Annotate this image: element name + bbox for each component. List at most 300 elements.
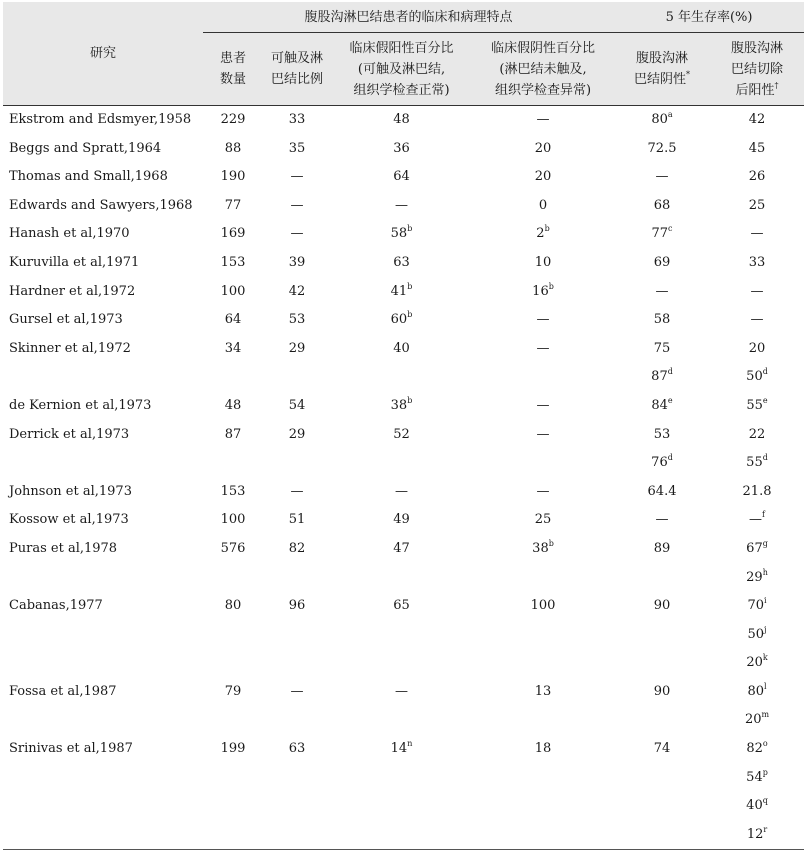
cell-false-positive-value <box>331 392 472 421</box>
cell-value: 38 <box>532 540 549 556</box>
header-line: 组织学检查异常) <box>494 82 592 98</box>
cell-value: 89 <box>653 540 671 556</box>
footnote-mark: m <box>761 710 770 720</box>
cell-value: 45 <box>748 140 766 156</box>
cell-value: 18 <box>534 741 552 757</box>
cell-patient-count: 48 <box>224 397 242 413</box>
cell-false-negative <box>472 506 614 535</box>
cell-false-positive-value <box>331 106 472 135</box>
cell-value: 64 <box>393 169 410 185</box>
cell-patient-count: 79 <box>224 683 242 699</box>
cell-value: — <box>655 512 669 528</box>
cell-false-positive <box>331 306 472 335</box>
cell-false-negative <box>472 135 614 164</box>
cell-false-negative <box>472 535 614 592</box>
cell-value: 25 <box>748 197 766 213</box>
cell-node-negative <box>614 506 710 535</box>
cell-value: 52 <box>393 426 410 442</box>
cell-node-negative-value <box>614 306 710 335</box>
cell-false-negative <box>472 421 614 478</box>
cell-false-negative-value <box>472 192 614 221</box>
cell-study: Beggs and Spratt,1964 <box>9 140 162 156</box>
cell-study: Kuruvilla et al,1971 <box>9 254 140 270</box>
cell-patient-count: 87 <box>224 426 242 442</box>
footnote-mark: a <box>667 110 673 119</box>
cell-study: Gursel et al,1973 <box>9 312 123 328</box>
cell-value: 76 <box>651 455 668 471</box>
cell-node-positive-value <box>710 306 804 335</box>
cell-study: Skinner et al,1972 <box>9 340 131 356</box>
cell-node-negative <box>614 592 710 678</box>
cell-node-negative-value <box>614 106 710 135</box>
cell-false-negative-value <box>472 163 614 192</box>
lymph-node-survival-table <box>3 2 804 850</box>
cell-node-positive-value <box>710 764 804 793</box>
cell-node-negative <box>614 535 710 592</box>
cell-node-negative <box>614 335 710 392</box>
cell-palpable-ratio: 54 <box>288 397 306 413</box>
cell-false-positive <box>331 592 472 678</box>
cell-node-negative-value <box>614 278 710 307</box>
header-line: 临床假阴性百分比 <box>491 40 596 56</box>
cell-false-positive-value <box>331 335 472 364</box>
footnote-mark: l <box>764 681 767 691</box>
header-study: 研究 <box>3 2 203 106</box>
footnote-mark: n <box>407 739 413 749</box>
header-line: 可触及淋 <box>270 51 323 66</box>
header-line: 数量 <box>219 72 246 87</box>
cell-false-negative <box>472 592 614 678</box>
table-row <box>3 220 804 249</box>
cell-palpable-ratio: 53 <box>288 312 306 328</box>
cell-palpable-ratio: — <box>290 483 304 499</box>
cell-node-positive-value <box>710 220 804 249</box>
cell-node-positive <box>710 392 804 421</box>
cell-node-positive <box>710 592 804 678</box>
cell-false-positive <box>331 278 472 307</box>
cell-value: 65 <box>393 598 410 614</box>
header-line: 后阳性 <box>735 82 775 98</box>
cell-value: — <box>750 226 764 242</box>
footnote-mark: b <box>548 281 554 291</box>
cell-false-positive-value <box>331 535 472 564</box>
cell-false-negative <box>472 220 614 249</box>
cell-value: 25 <box>534 512 552 528</box>
cell-palpable-ratio: — <box>290 683 304 699</box>
cell-value: 75 <box>653 340 671 356</box>
cell-node-positive <box>710 506 804 535</box>
cell-node-negative-value <box>614 249 710 278</box>
cell-value: 41 <box>390 283 408 299</box>
cell-false-positive <box>331 220 472 249</box>
cell-value: 21.8 <box>742 483 772 499</box>
header-line: 腹股沟淋 <box>731 40 784 56</box>
cell-false-negative <box>472 392 614 421</box>
cell-value: — <box>749 512 763 528</box>
cell-false-positive <box>331 506 472 535</box>
cell-node-negative-value <box>614 592 710 621</box>
footnote-mark: d <box>762 367 768 377</box>
cell-node-positive <box>710 306 804 335</box>
cell-value: 38 <box>390 397 408 413</box>
cell-node-negative-value <box>614 392 710 421</box>
cell-value: 29 <box>746 569 763 585</box>
cell-node-positive-value <box>710 792 804 821</box>
table-row <box>3 421 804 478</box>
table-header <box>3 2 804 106</box>
cell-node-negative <box>614 220 710 249</box>
cell-node-positive-value <box>710 535 804 564</box>
cell-value: 49 <box>393 512 410 528</box>
cell-value: 20 <box>748 340 766 356</box>
cell-false-positive <box>331 135 472 164</box>
cell-value: 47 <box>393 540 410 556</box>
footnote-mark: b <box>407 281 413 291</box>
cell-value: — <box>536 397 550 413</box>
cell-value: 0 <box>538 197 548 213</box>
footnote-mark: f <box>762 510 765 520</box>
cell-false-negative-value <box>472 678 614 707</box>
footnote-mark: h <box>762 567 768 577</box>
cell-node-positive-value <box>710 335 804 364</box>
cell-study: Cabanas,1977 <box>9 598 103 614</box>
cell-false-negative <box>472 306 614 335</box>
cell-value: 80 <box>747 683 764 699</box>
cell-node-positive-value <box>710 192 804 221</box>
cell-false-negative <box>472 163 614 192</box>
cell-value: — <box>536 112 550 127</box>
footnote-mark: k <box>762 653 768 663</box>
cell-palpable-ratio: 39 <box>288 254 306 270</box>
cell-false-positive <box>331 421 472 478</box>
cell-node-positive <box>710 421 804 478</box>
cell-node-negative-value <box>614 678 710 707</box>
cell-study: Srinivas et al,1987 <box>3 735 203 850</box>
header-line: 组织学检查正常) <box>353 82 450 98</box>
cell-node-positive <box>710 278 804 307</box>
table-row <box>3 249 804 278</box>
table-row <box>3 278 804 307</box>
cell-value: 22 <box>748 426 766 442</box>
header-group-survival: 5 年生存率(%) <box>614 2 804 33</box>
cell-node-positive <box>710 135 804 164</box>
cell-node-positive-value <box>710 735 804 764</box>
cell-palpable-ratio: 82 <box>288 540 306 556</box>
cell-patient-count: 153 <box>220 483 246 499</box>
cell-node-positive-value <box>710 163 804 192</box>
cell-value: 58 <box>390 226 408 242</box>
table-row <box>3 478 804 507</box>
table-row <box>3 392 804 421</box>
cell-node-negative-value <box>614 163 710 192</box>
footnote-mark: c <box>668 224 673 234</box>
cell-node-positive-value <box>710 564 804 593</box>
header-line: 巴结比例 <box>270 72 323 87</box>
cell-node-negative-value <box>614 192 710 221</box>
cell-value: 90 <box>653 683 671 699</box>
cell-study: Hardner et al,1972 <box>9 283 136 299</box>
cell-value: — <box>536 483 550 499</box>
footnote-mark: b <box>407 310 413 320</box>
cell-false-positive-value <box>331 421 472 450</box>
cell-value: 64.4 <box>647 483 677 499</box>
cell-value: — <box>395 197 408 213</box>
cell-value: 55 <box>746 455 763 471</box>
table-row <box>3 678 804 735</box>
cell-node-negative <box>614 478 710 507</box>
cell-false-negative <box>472 335 614 392</box>
cell-value: 69 <box>653 254 671 270</box>
cell-value: 90 <box>653 598 671 614</box>
header-line: 腹股沟淋 <box>636 51 689 66</box>
cell-node-positive-value <box>710 449 804 478</box>
header-footnote-mark: † <box>774 80 779 90</box>
cell-false-positive-value <box>331 506 472 535</box>
header-false-positive <box>331 33 472 106</box>
cell-value: 36 <box>393 140 410 156</box>
footnote-mark: e <box>762 395 768 405</box>
cell-false-negative <box>472 478 614 507</box>
cell-false-negative-value <box>472 506 614 535</box>
cell-node-negative <box>614 735 710 850</box>
table-row <box>3 306 804 335</box>
table-row <box>3 335 804 392</box>
header-line: 巴结切除 <box>731 61 784 77</box>
cell-value: 58 <box>653 312 671 328</box>
cell-false-positive <box>331 335 472 392</box>
cell-false-negative <box>472 278 614 307</box>
cell-palpable-ratio: — <box>290 197 304 213</box>
cell-palpable-ratio: 33 <box>288 112 306 127</box>
footnote-mark: i <box>764 596 767 606</box>
cell-value: 48 <box>393 112 410 127</box>
cell-false-positive-value <box>331 592 472 621</box>
cell-false-negative <box>472 249 614 278</box>
cell-node-positive-value <box>710 821 804 850</box>
header-palpable-ratio <box>263 33 331 106</box>
cell-node-negative-value <box>614 335 710 364</box>
cell-false-positive-value <box>331 220 472 249</box>
footnote-mark: b <box>407 224 413 234</box>
cell-node-negative <box>614 421 710 478</box>
cell-value: 100 <box>530 598 556 614</box>
cell-patient-count: 199 <box>203 735 263 850</box>
cell-value: 63 <box>393 254 410 270</box>
cell-node-positive-value <box>710 592 804 621</box>
cell-patient-count: 153 <box>220 254 246 270</box>
cell-false-negative-value <box>472 535 614 564</box>
cell-value: — <box>750 283 764 299</box>
cell-node-positive-value <box>710 706 804 735</box>
cell-false-positive <box>331 478 472 507</box>
cell-value: 2 <box>536 226 545 242</box>
footnote-mark: e <box>667 395 673 405</box>
cell-study: Fossa et al,1987 <box>9 683 117 699</box>
table-row <box>3 135 804 164</box>
table-row <box>3 535 804 592</box>
cell-study: Johnson et al,1973 <box>9 483 132 499</box>
footnote-mark: b <box>407 395 413 405</box>
cell-value: 74 <box>653 741 671 757</box>
cell-node-positive-value <box>710 678 804 707</box>
cell-node-negative-value <box>614 363 710 392</box>
cell-node-positive <box>710 735 804 850</box>
cell-false-positive <box>331 249 472 278</box>
cell-node-positive <box>710 192 804 221</box>
cell-false-positive-value <box>331 478 472 507</box>
cell-false-positive-value <box>331 306 472 335</box>
cell-value: — <box>655 283 669 299</box>
table-row <box>3 506 804 535</box>
cell-value: 60 <box>390 312 408 328</box>
footnote-mark: d <box>667 367 673 377</box>
cell-patient-count: 190 <box>220 169 246 185</box>
cell-node-negative <box>614 278 710 307</box>
cell-value: 77 <box>651 226 669 242</box>
cell-palpable-ratio: — <box>290 226 304 242</box>
cell-value: — <box>536 340 550 356</box>
cell-study: Hanash et al,1970 <box>9 226 130 242</box>
table-body <box>3 106 804 850</box>
cell-node-positive <box>710 478 804 507</box>
cell-false-negative-value <box>472 135 614 164</box>
cell-palpable-ratio: 29 <box>288 340 306 356</box>
cell-node-positive <box>710 249 804 278</box>
cell-node-negative-value <box>614 535 710 564</box>
footnote-mark: g <box>762 538 768 548</box>
cell-value: 55 <box>746 397 763 413</box>
header-line: (可触及淋巴结, <box>357 61 446 77</box>
cell-value: 20 <box>534 169 552 185</box>
cell-node-negative <box>614 678 710 735</box>
cell-palpable-ratio: 51 <box>288 512 306 528</box>
cell-node-negative-value <box>614 135 710 164</box>
cell-node-positive-value <box>710 621 804 650</box>
header-line: 巴结阴性 <box>634 72 687 87</box>
cell-patient-count: 77 <box>224 197 242 213</box>
cell-value: 40 <box>393 340 410 356</box>
cell-node-positive-value <box>710 392 804 421</box>
cell-value: 20 <box>534 140 552 156</box>
cell-study: de Kernion et al,1973 <box>9 397 152 413</box>
cell-false-negative-value <box>472 421 614 450</box>
cell-value: 50 <box>746 369 763 385</box>
header-patient-count <box>203 33 263 106</box>
cell-node-negative-value <box>614 735 710 764</box>
cell-value: 10 <box>534 254 552 270</box>
cell-value: — <box>655 169 669 185</box>
cell-false-negative-value <box>472 278 614 307</box>
cell-false-positive <box>331 163 472 192</box>
cell-value: 26 <box>748 169 766 185</box>
cell-patient-count: 34 <box>224 340 242 356</box>
cell-node-negative <box>614 192 710 221</box>
cell-study: Edwards and Sawyers,1968 <box>9 197 193 213</box>
cell-false-negative <box>472 678 614 735</box>
cell-node-negative-value <box>614 478 710 507</box>
footnote-mark: q <box>762 796 768 806</box>
header-line: (淋巴结未触及, <box>499 61 587 77</box>
cell-study: Derrick et al,1973 <box>9 426 130 442</box>
cell-node-positive <box>710 220 804 249</box>
cell-palpable-ratio: — <box>290 169 304 185</box>
survival-table-container <box>0 2 809 847</box>
cell-node-positive-value <box>710 249 804 278</box>
footnote-mark: d <box>667 453 673 463</box>
cell-node-negative-value <box>614 506 710 535</box>
cell-false-negative <box>472 106 614 135</box>
cell-false-negative-value <box>472 249 614 278</box>
header-line: 患者 <box>219 51 246 66</box>
cell-false-negative-value <box>472 392 614 421</box>
cell-value: — <box>750 312 764 328</box>
cell-value: 13 <box>534 683 552 699</box>
cell-palpable-ratio: 96 <box>288 598 306 614</box>
cell-value: 20 <box>746 655 763 671</box>
cell-value: 70 <box>747 598 764 614</box>
footnote-mark: r <box>763 824 768 834</box>
cell-false-positive <box>331 192 472 221</box>
cell-value: 54 <box>746 769 763 785</box>
cell-node-positive-value <box>710 363 804 392</box>
cell-value: 40 <box>746 798 763 814</box>
footnote-mark: b <box>544 224 550 234</box>
cell-palpable-ratio: 42 <box>288 283 306 299</box>
cell-value: 67 <box>746 540 763 556</box>
cell-patient-count: 100 <box>220 283 246 299</box>
cell-false-positive <box>331 106 472 135</box>
table-row <box>3 592 804 678</box>
cell-false-positive <box>331 392 472 421</box>
cell-value: — <box>395 683 408 699</box>
footnote-mark: p <box>762 767 768 777</box>
cell-node-negative <box>614 163 710 192</box>
cell-false-positive-value <box>331 735 472 764</box>
cell-false-positive <box>331 678 472 735</box>
cell-node-positive-value <box>710 135 804 164</box>
cell-patient-count: 229 <box>220 112 246 127</box>
cell-false-negative <box>472 192 614 221</box>
cell-node-positive <box>710 678 804 735</box>
cell-value: 80 <box>651 112 668 127</box>
cell-patient-count: 64 <box>224 312 242 328</box>
header-footnote-mark: * <box>686 70 691 79</box>
cell-patient-count: 88 <box>224 140 242 156</box>
cell-node-negative <box>614 306 710 335</box>
cell-value: 72.5 <box>647 140 677 156</box>
cell-study: Ekstrom and Edsmyer,1958 <box>9 112 192 127</box>
cell-node-positive <box>710 106 804 135</box>
cell-false-negative-value <box>472 592 614 621</box>
header-node-positive <box>710 33 804 106</box>
cell-false-positive-value <box>331 192 472 221</box>
cell-node-negative <box>614 106 710 135</box>
cell-false-positive-value <box>331 163 472 192</box>
cell-false-positive-value <box>331 135 472 164</box>
cell-palpable-ratio: 35 <box>288 140 306 156</box>
header-false-negative <box>472 33 614 106</box>
cell-false-negative-value <box>472 220 614 249</box>
cell-palpable-ratio: 29 <box>288 426 306 442</box>
cell-patient-count: 80 <box>224 598 242 614</box>
cell-node-positive-value <box>710 421 804 450</box>
table-row <box>3 192 804 221</box>
cell-false-negative <box>472 735 614 850</box>
cell-value: — <box>536 312 550 328</box>
cell-value: 68 <box>653 197 671 213</box>
cell-false-positive <box>331 535 472 592</box>
table-row <box>3 163 804 192</box>
